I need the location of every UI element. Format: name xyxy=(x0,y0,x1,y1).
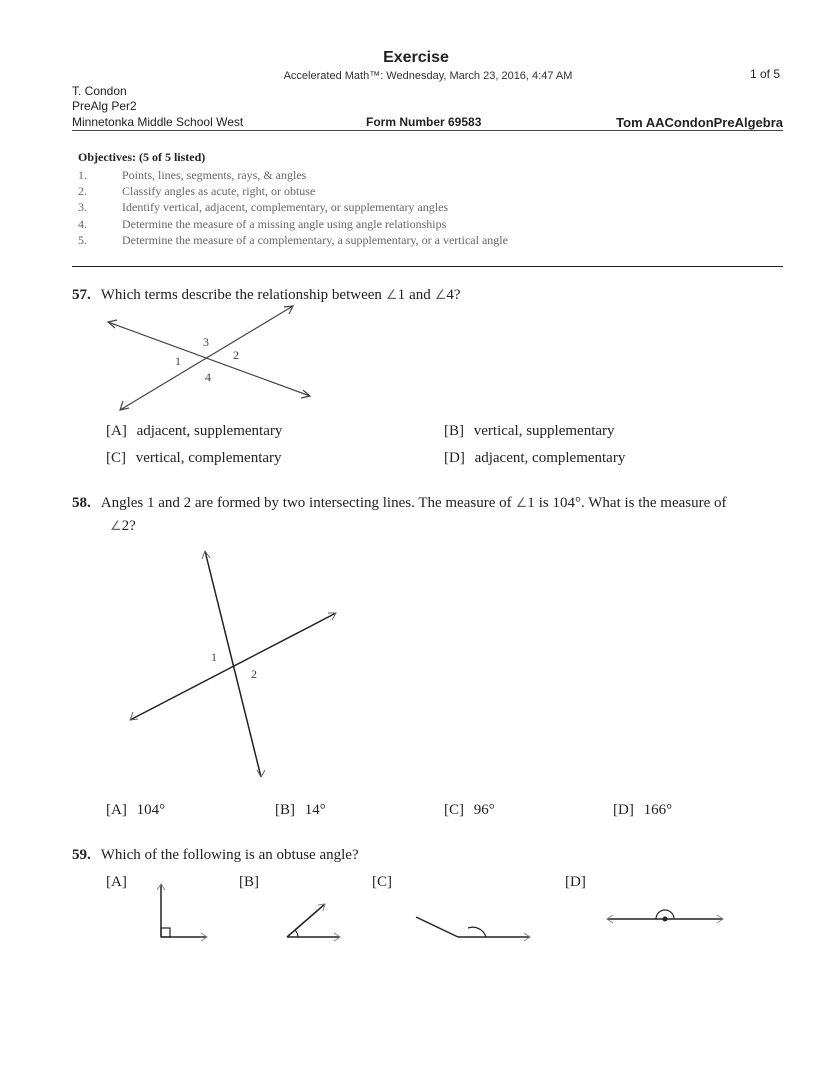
objective-number: 5. xyxy=(78,233,87,247)
student-name: Tom AACondonPreAlgebra xyxy=(616,115,783,130)
choice-letter: [D] xyxy=(613,802,634,818)
choice-letter: [A] xyxy=(106,802,127,818)
angle-label-4: 4 xyxy=(205,370,211,384)
objective-item xyxy=(78,184,315,199)
choice-text: adjacent, complementary xyxy=(474,450,626,466)
choice-text: adjacent, supplementary xyxy=(136,423,283,439)
choice-text: 14° xyxy=(304,802,326,818)
objective-number: 3. xyxy=(78,200,87,214)
choice-letter: [D] xyxy=(444,450,465,466)
angle-symbol-icon: ∠ xyxy=(515,495,528,510)
question-59-prompt xyxy=(72,846,359,864)
objective-item xyxy=(78,200,448,215)
objective-text: Determine the measure of a complementary, a supplementary, or a vertical angle xyxy=(122,233,508,247)
obtuse-angle-figure[interactable] xyxy=(410,902,538,944)
objectives-divider xyxy=(72,266,783,267)
ray-diagonal xyxy=(287,904,325,937)
question-number: 58. xyxy=(72,495,91,511)
objective-text: Points, lines, segments, rays, & angles xyxy=(122,168,307,182)
choice-text: vertical, supplementary xyxy=(473,423,615,439)
class-name: PreAlg Per2 xyxy=(72,99,137,113)
choice-letter: [C] xyxy=(372,874,392,890)
header-divider xyxy=(72,130,783,131)
choice-letter: [B] xyxy=(275,802,295,818)
objective-item xyxy=(78,168,306,183)
choice-letter: [C] xyxy=(444,802,464,818)
intersecting-lines-figure-57 xyxy=(100,298,320,418)
question-58-prompt-line2 xyxy=(110,517,136,535)
question-text: Which of the following is an obtuse angle? xyxy=(100,847,359,863)
choice-text: 96° xyxy=(473,802,495,818)
angle-symbol-icon: ∠ xyxy=(110,518,122,533)
right-angle-marker-icon xyxy=(161,928,170,937)
objective-text: Determine the measure of a missing angle using angle relationships xyxy=(122,217,447,231)
question-text: ? xyxy=(453,287,461,303)
angle-label: 1 xyxy=(397,287,406,303)
vertex-point-icon xyxy=(663,917,668,922)
choice-letter: [A] xyxy=(106,423,127,439)
question-text: is 104°. What is the measure of xyxy=(538,495,727,511)
objective-item xyxy=(78,217,446,232)
choice-letter: [C] xyxy=(106,450,126,466)
school-name: Minnetonka Middle School West xyxy=(72,115,244,129)
question-number: 59. xyxy=(72,847,91,863)
answer-choice-c[interactable] xyxy=(106,450,282,467)
answer-choice-a[interactable] xyxy=(106,874,127,891)
line-ab xyxy=(108,322,310,396)
page-indicator: 1 of 5 xyxy=(749,67,780,81)
angle-symbol-icon: ∠ xyxy=(434,287,447,302)
choice-text: vertical, complementary xyxy=(135,450,282,466)
objective-text: Classify angles as acute, right, or obtuse xyxy=(122,184,316,198)
choice-letter: [A] xyxy=(106,874,127,890)
question-text: and xyxy=(409,287,431,303)
line-shallow xyxy=(130,613,336,720)
angle-label-2: 2 xyxy=(233,348,239,362)
answer-choice-c[interactable] xyxy=(444,802,495,819)
answer-choice-a[interactable] xyxy=(106,423,282,440)
angle-label-1: 1 xyxy=(175,354,181,368)
objective-number: 4. xyxy=(78,217,87,231)
choice-letter: [B] xyxy=(239,874,259,890)
acute-angle-figure[interactable] xyxy=(280,898,346,944)
objective-number: 2. xyxy=(78,184,87,198)
choice-text: 166° xyxy=(643,802,673,818)
angle-arc-icon xyxy=(295,930,298,937)
objective-number: 1. xyxy=(78,168,87,182)
choice-text: 104° xyxy=(136,802,166,818)
line-cd xyxy=(120,306,293,410)
question-text: Which terms describe the relationship between xyxy=(100,287,382,303)
answer-choice-c[interactable] xyxy=(372,874,392,891)
question-text: Angles 1 and 2 are formed by two intersecting lines. The measure of xyxy=(100,495,512,511)
objective-item xyxy=(78,233,508,248)
straight-angle-figure[interactable] xyxy=(602,904,728,928)
choice-letter: [B] xyxy=(444,423,464,439)
objectives-heading: Objectives: (5 of 5 listed) xyxy=(78,150,206,164)
angle-arc-icon xyxy=(468,927,486,937)
answer-choice-a[interactable] xyxy=(106,802,165,819)
report-subtitle: Accelerated Math™: Wednesday, March 23, 2016, 4:47 AM xyxy=(283,70,573,82)
answer-choice-b[interactable] xyxy=(275,802,326,819)
angle-label: 1 xyxy=(527,495,535,511)
angle-symbol-icon: ∠ xyxy=(385,287,398,302)
page-title: Exercise xyxy=(383,49,449,66)
intersecting-lines-figure-58 xyxy=(120,545,350,785)
form-number: Form Number 69583 xyxy=(366,115,482,129)
ray-diagonal xyxy=(416,917,458,937)
answer-choice-b[interactable] xyxy=(239,874,259,891)
choice-letter: [D] xyxy=(565,874,586,890)
angle-label: 2 xyxy=(121,518,130,534)
objective-text: Identify vertical, adjacent, complementary, or supplementary angles xyxy=(122,200,449,214)
right-angle-figure[interactable] xyxy=(150,878,214,944)
question-58-prompt-line1 xyxy=(72,494,727,512)
answer-choice-d[interactable] xyxy=(444,450,625,467)
teacher-name: T. Condon xyxy=(72,84,127,98)
angle-label: 4 xyxy=(446,287,454,303)
answer-choice-d[interactable] xyxy=(613,802,672,819)
answer-choice-b[interactable] xyxy=(444,423,615,440)
angle-label-1: 1 xyxy=(211,650,217,664)
question-text: ? xyxy=(129,518,136,534)
angle-label-2: 2 xyxy=(251,667,257,681)
line-steep xyxy=(205,551,261,777)
answer-choice-d[interactable] xyxy=(565,874,586,891)
angle-label-3: 3 xyxy=(203,335,209,349)
question-number: 57. xyxy=(72,287,91,303)
